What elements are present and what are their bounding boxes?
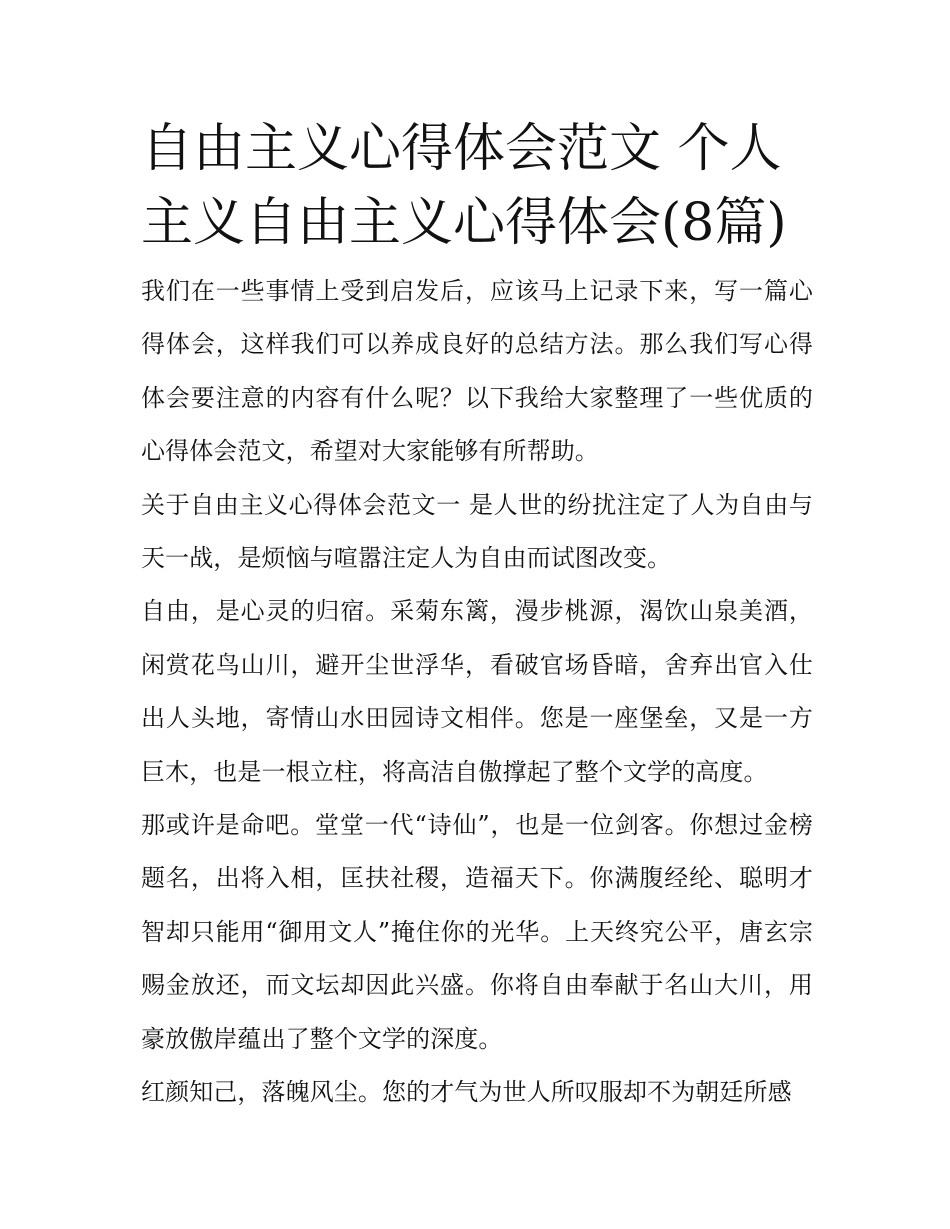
paragraph-intro: 我们在一些事情上受到启发后，应该马上记录下来，写一篇心得体会，这样我们可以养成良好的总结方法。那么我们写心得体会要注意的内容有什么呢？以下我给大家整理了一些优质的心得体会范文，希望对大家能够有所帮助。 bbox=[141, 277, 813, 466]
paragraph-essay-one-opening: 关于自由主义心得体会范文一 是人世的纷扰注定了人为自由与天一战，是烦恼与喧嚣注定人为自由而试图改变。 bbox=[141, 490, 813, 573]
document-title: 自由主义心得体会范文 个人主义自由主义心得体会(8篇) bbox=[141, 119, 787, 253]
document-content bbox=[141, 112, 813, 1120]
paragraph-confidant: 红颜知己，落魄风尘。您的才气为世人所叹服却不为朝廷所感 bbox=[141, 1078, 792, 1107]
paragraph-poet: 那或许是命吧。堂堂一代“诗仙”，也是一位剑客。你想过金榜题名，出将入相，匡扶社稷，造福天下。你满腹经纶、聪明才智却只能用“御用文人”掩住你的光华。上天终究公平，唐玄宗赐金放还，而文坛却因此兴盛。你将自由奉献于名山大川，用豪放傲岸蕴出了整个文学的深度。 bbox=[141, 811, 813, 1053]
paragraph-freedom: 自由，是心灵的归宿。采菊东篱，漫步桃源，渴饮山泉美酒，闲赏花鸟山川，避开尘世浮华，看破官场昏暗，舍弃出官入仕出人头地，寄情山水田园诗文相伴。您是一座堡垒，又是一方巨木，也是一根立柱，将高洁自傲撑起了整个文学的高度。 bbox=[141, 597, 813, 786]
